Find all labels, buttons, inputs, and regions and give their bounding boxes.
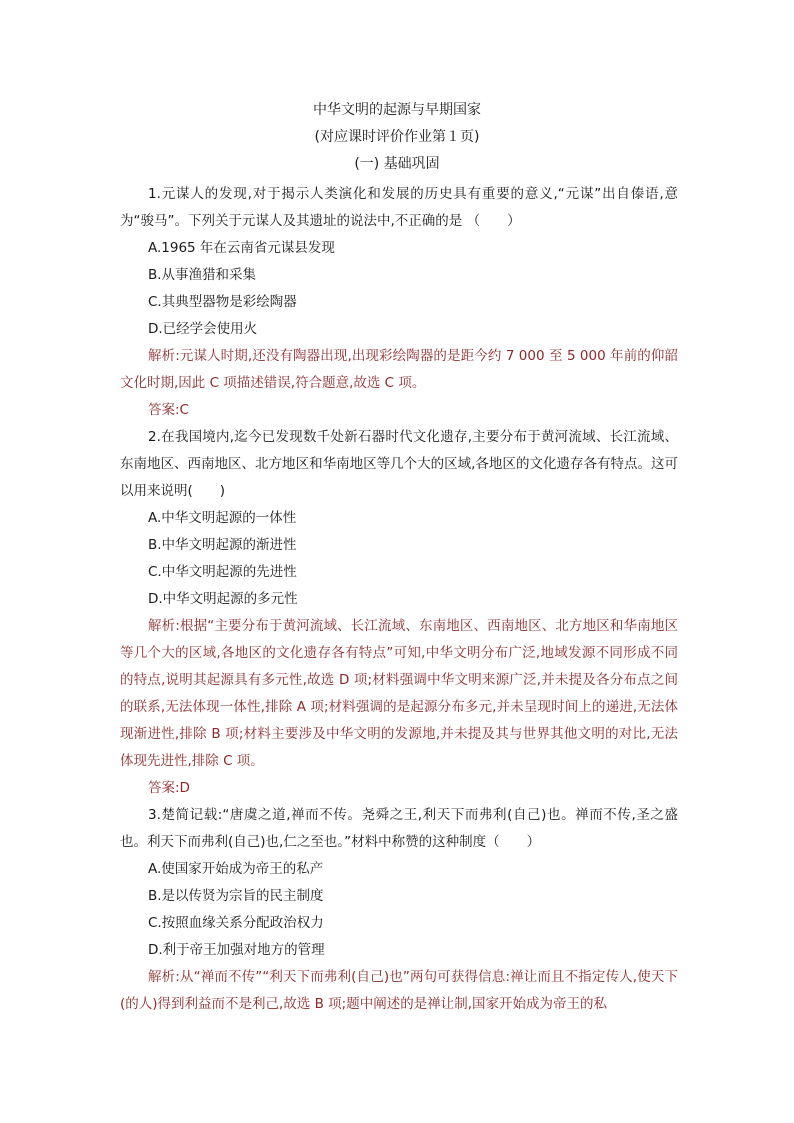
question-stem: 3.楚简记载:“唐虞之道,禅而不传。尧舜之王,利天下而弗利(自己)也。禅而不传,圣之盛也。利天下而弗利(自己)也,仁之至也。”材料中称赞的这种制度（ ） [120, 807, 678, 850]
analysis-text: 解析:从“禅而不传”“利天下而弗利(自己)也”两句可获得信息:禅让而且不指定传人,使天下(的人)得到利益而不是利己,故选 B 项;题中阐述的是禅让制,国家开始成为帝王的私 [120, 969, 678, 1012]
answer-text: 答案:C [148, 402, 189, 418]
analysis-text: 解析:根据“主要分布于黄河流域、长江流域、东南地区、西南地区、北方地区和华南地区等几个大的区域,各地区的文化遗存各有特点”可知,中华文明分布广泛,地域发源不同形成不同的特点,说明其起源具有多元性,故选 D 项;材料强调中华文明来源广泛,并未提及各分布点之间的联系,无法体现一体性,排除 A 项;材料强调的是起源分布多元,并未呈现时间上的递进,无法体现渐进性,排除 B 项;材料主要涉及中华文明的发源地,并未提及其与世界其他文明的对比,无法体现先进性,排除 C 项。 [120, 618, 678, 769]
option-c: C.按照血缘关系分配政治权力 [148, 915, 324, 931]
answer-text: 答案:D [148, 780, 190, 796]
option-b: B.是以传贤为宗旨的民主制度 [148, 888, 324, 904]
option-b: B.中华文明起源的渐进性 [148, 537, 297, 553]
question-stem: 2.在我国境内,迄今已发现数千处新石器时代文化遗存,主要分布于黄河流域、长江流域、东南地区、西南地区、北方地区和华南地区等几个大的区域,各地区的文化遗存各有特点。这可以用来说明( ) [120, 429, 678, 499]
page-title: 中华文明的起源与早期国家 [313, 102, 481, 118]
option-b: B.从事渔猎和采集 [148, 267, 257, 283]
analysis-text: 解析:元谋人时期,还没有陶器出现,出现彩绘陶器的是距今约 7 000 至 5 000 年前的仰韶文化时期,因此 C 项描述错误,符合题意,故选 C 项。 [120, 348, 678, 391]
option-d: D.中华文明起源的多元性 [148, 591, 298, 607]
option-c: C.其典型器物是彩绘陶器 [148, 294, 297, 310]
option-c: C.中华文明起源的先进性 [148, 564, 297, 580]
option-a: A.1965 年在云南省元谋县发现 [148, 240, 335, 256]
question-stem: 1.元谋人的发现,对于揭示人类演化和发展的历史具有重要的意义,“元谋”出自傣语,意为“骏马”。下列关于元谋人及其遗址的说法中,不正确的是 （ ） [120, 186, 678, 229]
page-subtitle: (对应课时评价作业第１页) [314, 129, 480, 145]
question-list [120, 181, 678, 1018]
option-a: A.中华文明起源的一体性 [148, 510, 297, 526]
option-d: D.利于帝王加强对地方的管理 [148, 942, 325, 958]
section-heading: (一) 基础巩固 [354, 156, 440, 172]
option-d: D.已经学会使用火 [148, 321, 258, 337]
option-a: A.使国家开始成为帝王的私产 [148, 861, 324, 877]
